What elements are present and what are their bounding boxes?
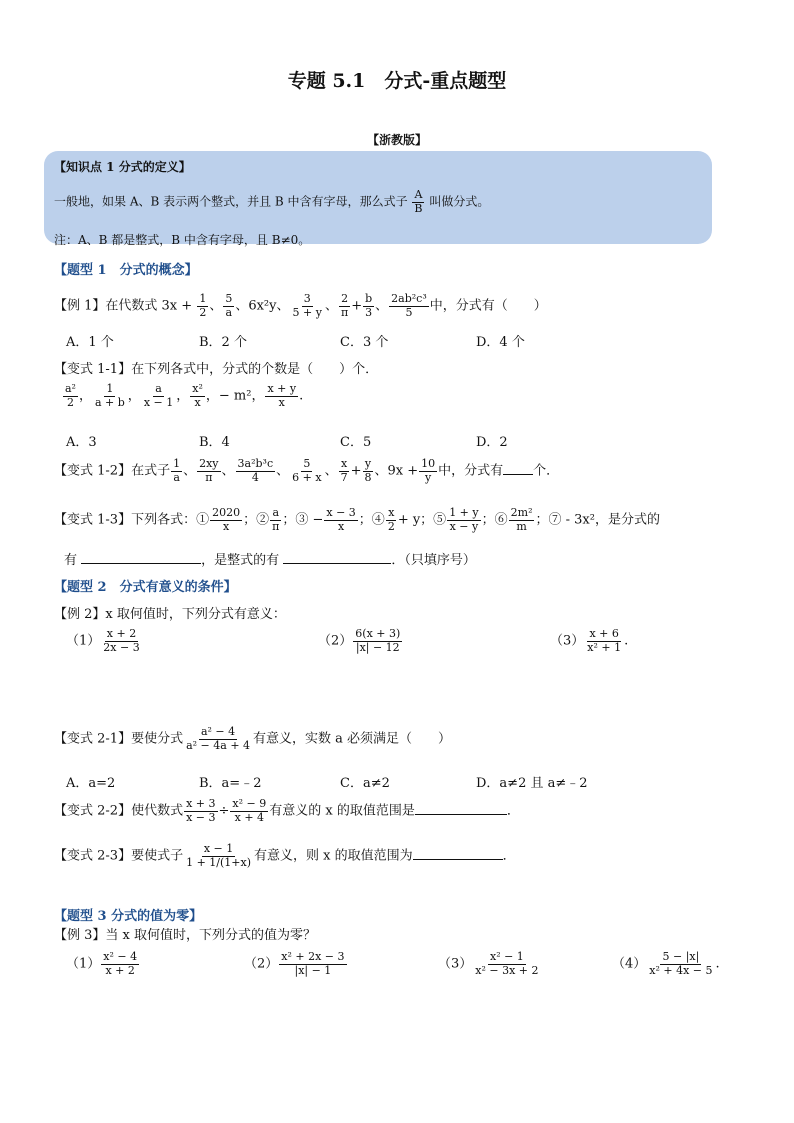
v21-option-a: A．a=2: [66, 776, 116, 791]
example-2: 【例 2】x 取何值时，下列分式有意义：: [54, 607, 286, 622]
variant-1-1-expressions: $\frac{\text{a²}}{2}$ ， $\frac{1}{a + b}$ ， $\frac{a}{x - 1}$ ， $\frac{\text{x²}}{x}$ ，− m²， $\frac{x + y}{x}$ .: [65, 382, 304, 409]
section-2-heading: 【题型 2 分式有意义的条件】: [54, 580, 237, 595]
page-title: 专题 5.1 分式-重点题型: [287, 70, 507, 92]
ex2-part-1: （1） $\frac{x + 2}{2x - 3}$: [66, 627, 140, 654]
ex1-option-c: C．3 个: [340, 335, 389, 350]
ex1-option-d: D．4 个: [476, 335, 525, 350]
v11-option-d: D．2: [476, 435, 508, 450]
ex3-part-4: （4） $\frac{5 - |x|}{\text{x² + 4x − 5}}$ .: [612, 950, 720, 977]
knowledge-definition: [54, 189, 489, 215]
section-1-heading: 【题型 1 分式的概念】: [54, 263, 198, 278]
variant-2-1: 【变式 2-1】要使分式 $\frac{\text{a² − 4}}{\text{a² − 4a + 4}}$ 有意义，实数 a 必须满足（ ）: [54, 725, 452, 752]
ex1-option-b: B．2 个: [199, 335, 247, 350]
knowledge-note: 注：A、B 都是整式，B 中含有字母，且 B≠0。: [54, 233, 311, 247]
v11-option-c: C．5: [340, 435, 372, 450]
variant-1-3: 【变式 1-3】下列各式：① $\frac{2020}{x}$ ；② $\frac{a}{\pi}$ ；③ − $\frac{x - 3}{x}$ ；④ $\frac{x}{2}$ + y；⑤ $\frac{1 + y}{x - y}$ ；⑥ $\frac{\text{2m²}}{m}$ ；⑦ - 3x²，是分式的: [54, 506, 660, 533]
v21-option-b: B．a=﹣2: [199, 776, 262, 791]
ex2-part-3: （3） $\frac{x + 6}{\text{x² + 1}}$ .: [550, 627, 629, 654]
knowledge-title: 【知识点 1 分式的定义】: [54, 160, 191, 174]
ex3-part-2: （2） $\frac{\text{x² + 2x − 3}}{|x| - 1}$: [244, 950, 345, 977]
example-1: 【例 1】在代数式 3x + $\frac{1}{2}$ 、 $\frac{5}{a}$ 、6x²y、 $\frac{3}{5 + y}$ 、 $\frac{2}{\pi}$ + $\frac{b}{3}$ 、 $\frac{\text{2ab²c³}}{5}$ 中，分式有（ ）: [54, 292, 547, 319]
ex2-part-2: （2） $\frac{6(x + 3)}{|x| - 12}$: [318, 627, 401, 654]
variant-2-2: 【变式 2-2】使代数式 $\frac{x + 3}{x - 3}$ ÷ $\frac{\text{x² − 9}}{x + 4}$ 有意义的 x 的取值范围是 ．: [54, 797, 520, 824]
ex3-part-1: （1） $\frac{\text{x² − 4}}{x + 2}$: [66, 950, 138, 977]
variant-1-3-line2: 有 ，是整式的有 ．（只填序号）: [64, 553, 476, 568]
v21-option-d: D．a≠2 且 a≠﹣2: [476, 776, 588, 791]
definition-tail: 叫做分式。: [429, 194, 490, 209]
v11-option-a: A．3: [66, 435, 97, 450]
section-3-heading: 【题型 3 分式的值为零】: [54, 909, 203, 924]
edition-label: 【浙教版】: [366, 133, 427, 147]
v21-option-c: C．a≠2: [340, 776, 390, 791]
ex3-part-3: （3） $\frac{\text{x² − 1}}{\text{x² − 3x + 2}}$: [438, 950, 539, 977]
fraction-a-over-b: $\frac{A}{B}$: [414, 188, 423, 215]
definition-text: 一般地，如果 A、B 表示两个整式，并且 B 中含有字母，那么式子: [54, 194, 408, 209]
variant-2-3: 【变式 2-3】要使式子 $\frac{x - 1}{1 + 1/(1+x)}$ 有意义，则 x 的取值范围为 ．: [54, 842, 516, 869]
v11-option-b: B．4: [199, 435, 230, 450]
variant-1-2: 【变式 1-2】在式子 $\frac{1}{a}$ 、 $\frac{2xy}{\pi}$ 、 $\frac{\text{3a²b³c}}{4}$ 、 $\frac{5}{6 + x}$ 、 $\frac{x}{7}$ + $\frac{y}{8}$ 、9x + $\frac{10}{y}$ 中，分式有 个．: [54, 457, 560, 484]
variant-1-1: 【变式 1-1】在下列各式中，分式的个数是（ ）个．: [54, 362, 379, 377]
example-3: 【例 3】当 x 取何值时，下列分式的值为零？: [54, 928, 317, 943]
ex1-option-a: A．1 个: [66, 335, 114, 350]
